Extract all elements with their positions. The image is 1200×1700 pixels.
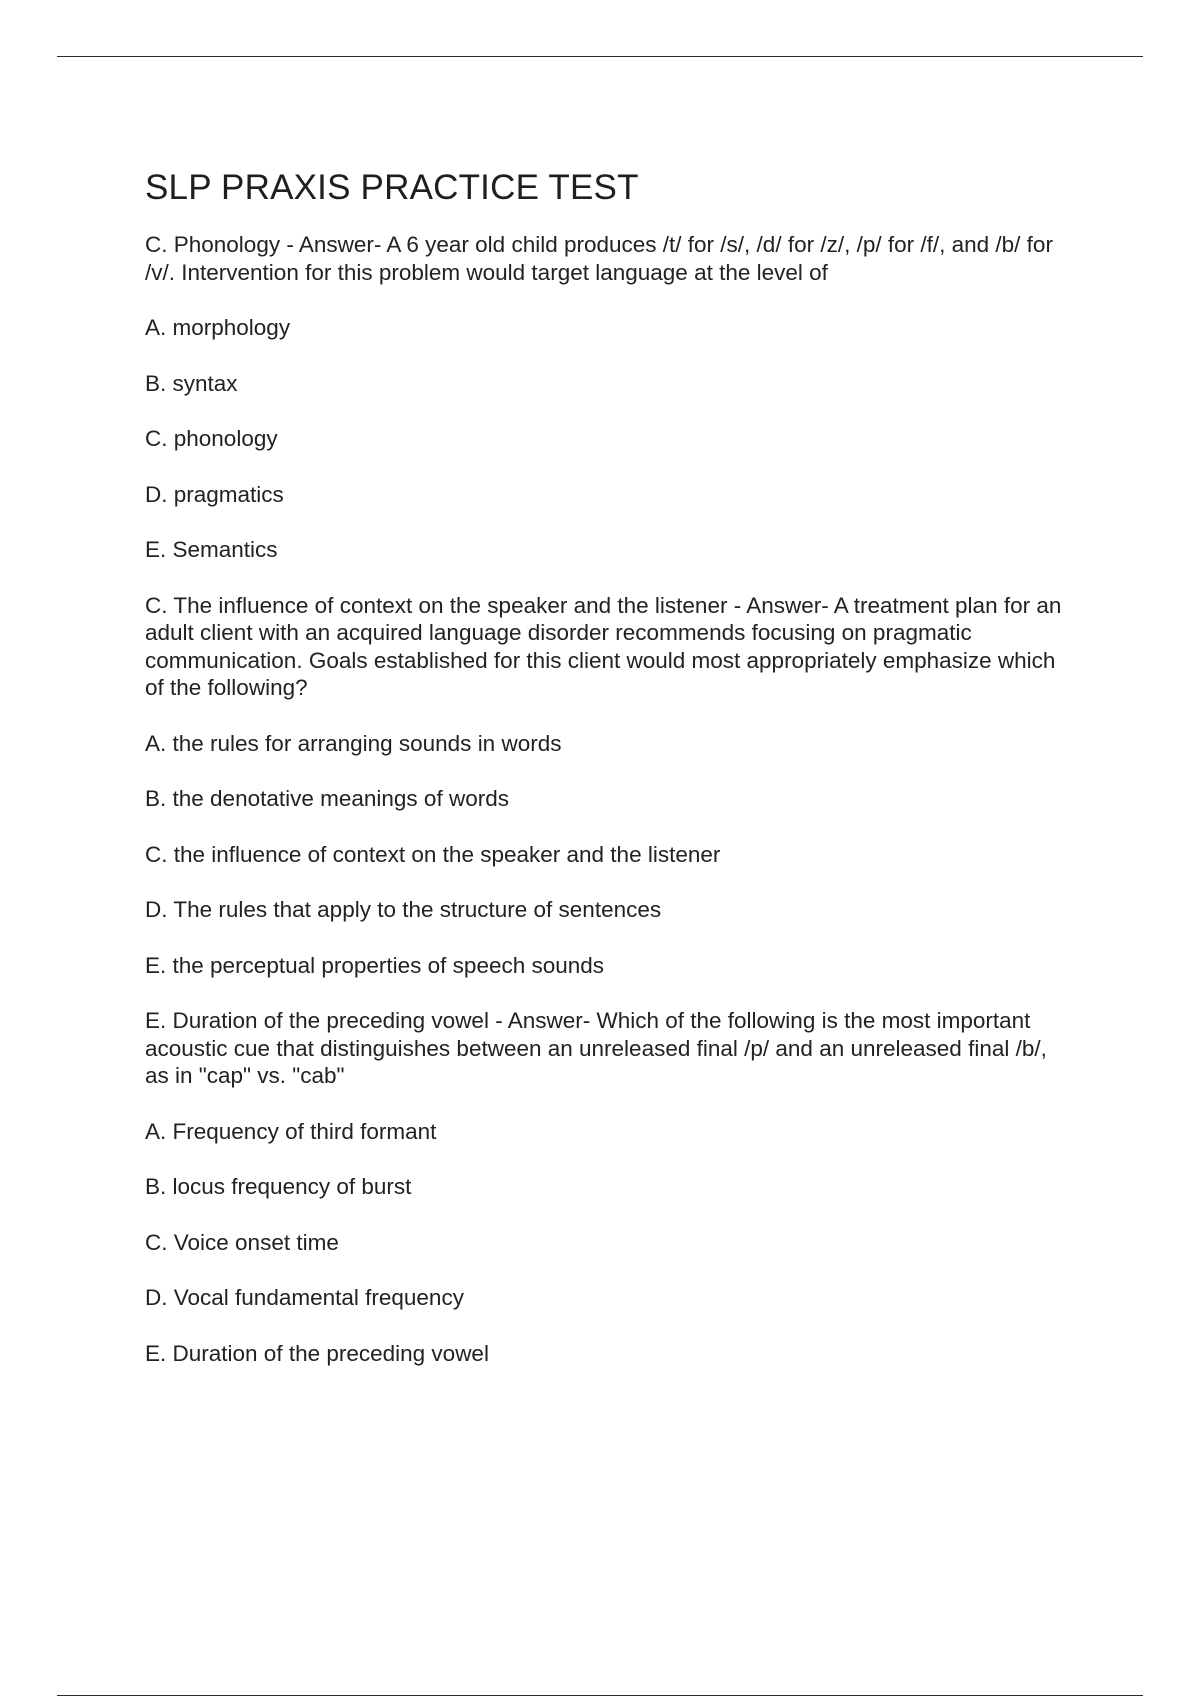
- question-block: [145, 592, 1075, 980]
- document-title: SLP PRAXIS PRACTICE TEST: [145, 168, 639, 207]
- question-block: [145, 1007, 1075, 1367]
- answer-option: E. the perceptual properties of speech sounds: [145, 952, 605, 978]
- question-prompt: C. Phonology - Answer- A 6 year old child produces /t/ for /s/, /d/ for /z/, /p/ for /f/, and /b/ for /v/. Intervention for this problem would target language at the level of: [145, 232, 1053, 285]
- answer-option: E. Semantics: [145, 537, 278, 562]
- question-block: [145, 231, 1075, 564]
- question-prompt: E. Duration of the preceding vowel - Answer- Which of the following is the most important acoustic cue that distinguishes between an unreleased final /p/ and an unreleased final /b/, as in "cap" vs. "cab": [145, 1008, 1047, 1088]
- question-prompt: C. The influence of context on the speaker and the listener - Answer- A treatment plan for an adult client with an acquired language disorder recommends focusing on pragmatic communication. Goals established for this client would most appropriately emphasize which of the following?: [145, 592, 1062, 700]
- document-body: [145, 168, 1075, 1395]
- answer-option: A. Frequency of third formant: [145, 1118, 437, 1144]
- answer-option: D. The rules that apply to the structure of sentences: [145, 897, 662, 922]
- answer-option: D. Vocal fundamental frequency: [145, 1285, 464, 1310]
- header-rule: [57, 56, 1143, 57]
- footer-rule: [57, 1695, 1143, 1696]
- answer-option: C. the influence of context on the speaker and the listener: [145, 841, 721, 867]
- answer-option: A. morphology: [145, 315, 291, 340]
- answer-option: C. Voice onset time: [145, 1229, 339, 1255]
- answer-option: B. the denotative meanings of words: [145, 786, 509, 811]
- answer-option: A. the rules for arranging sounds in words: [145, 730, 562, 756]
- answer-option: C. phonology: [145, 426, 278, 451]
- answer-option: D. pragmatics: [145, 481, 284, 507]
- answer-option: E. Duration of the preceding vowel: [145, 1340, 489, 1366]
- answer-option: B. syntax: [145, 370, 238, 396]
- answer-option: B. locus frequency of burst: [145, 1174, 412, 1199]
